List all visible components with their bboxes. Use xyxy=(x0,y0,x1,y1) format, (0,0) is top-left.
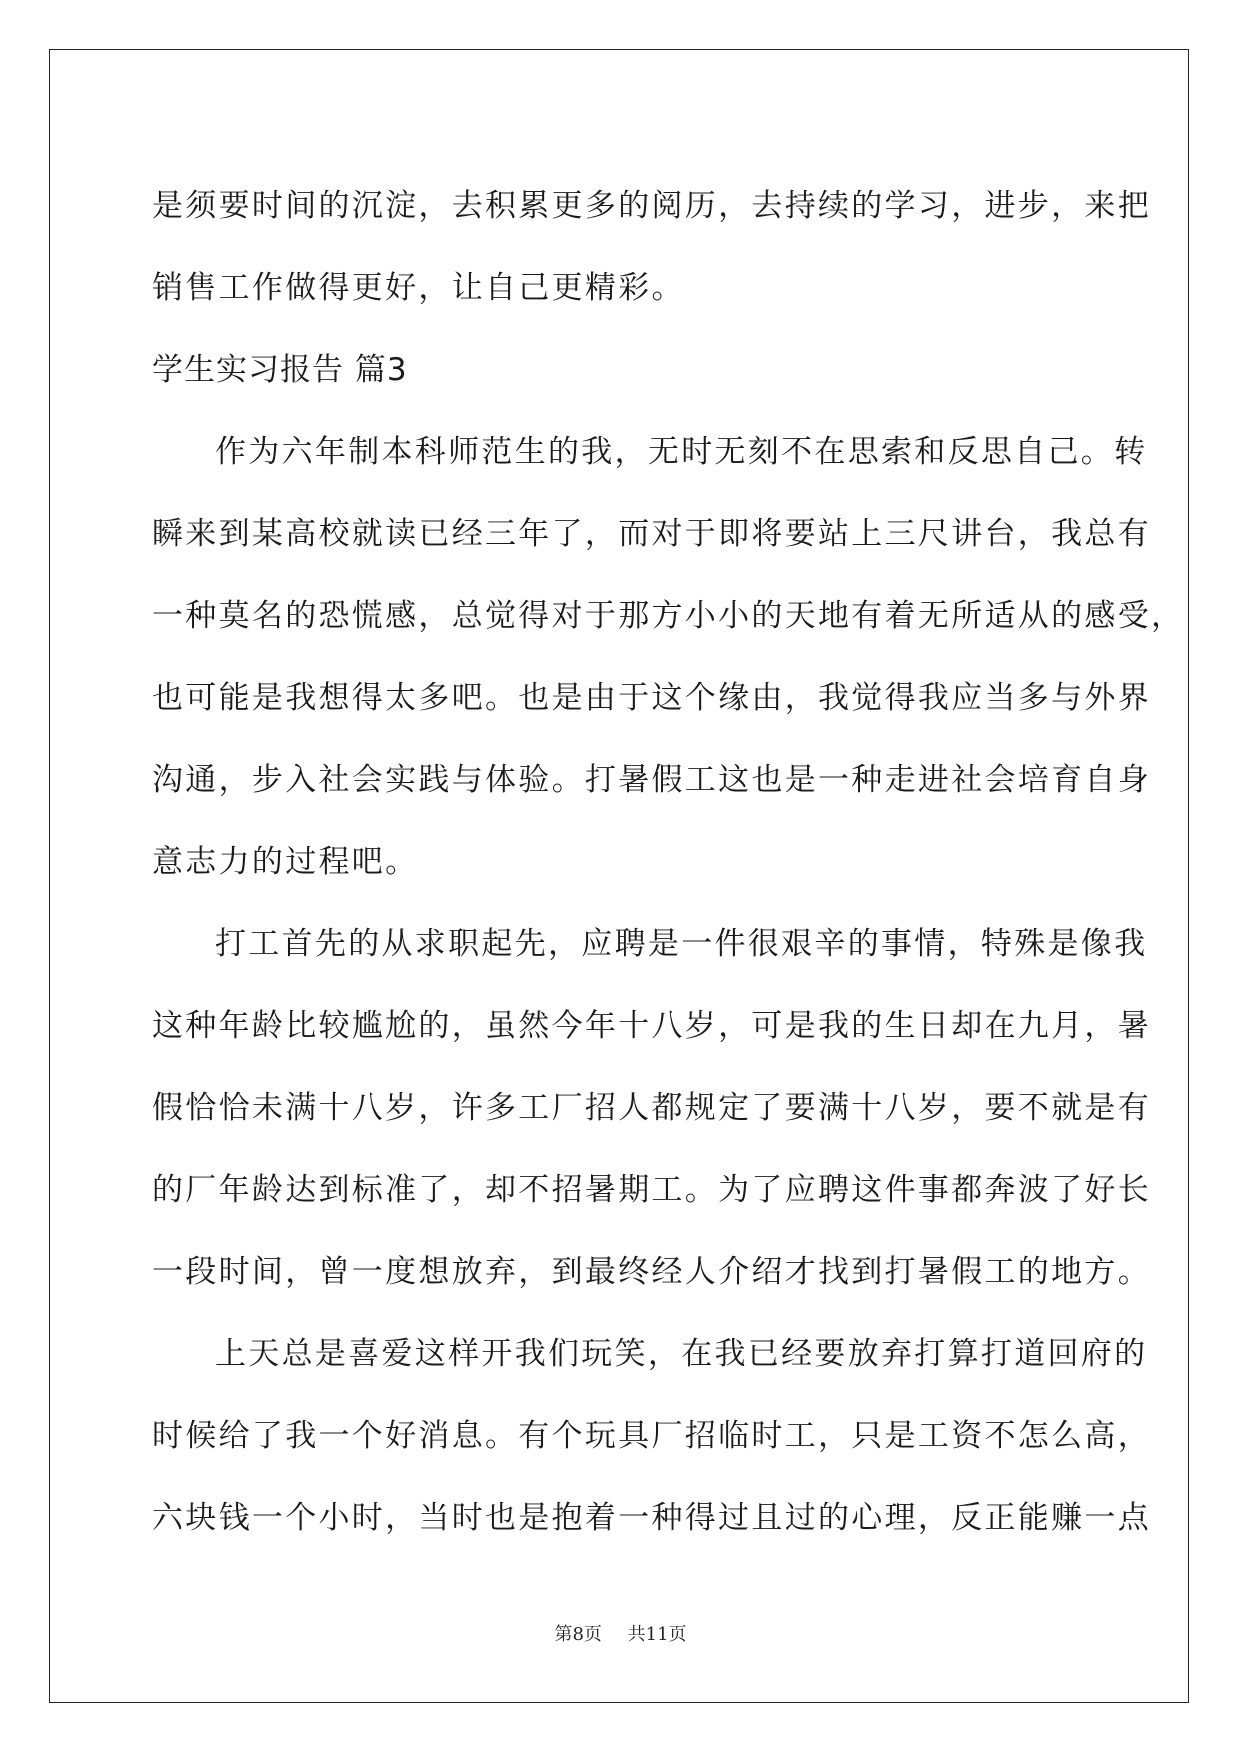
text-line: 时候给了我一个好消息。有个玩具厂招临时工，只是工资不怎么高， xyxy=(152,1418,1151,1454)
document-body xyxy=(152,165,1185,1559)
text-line: 沟通，步入社会实践与体验。打暑假工这也是一种走进社会培育自身 xyxy=(152,762,1151,798)
text-line: 这种年龄比较尴尬的，虽然今年十八岁，可是我的生日却在九月，暑 xyxy=(152,1008,1151,1044)
text-line: 是须要时间的沉淀，去积累更多的阅历，去持续的学习，进步，来把 xyxy=(152,188,1151,224)
text-line: 也可能是我想得太多吧。也是由于这个缘由，我觉得我应当多与外界 xyxy=(152,680,1151,716)
text-line: 假恰恰未满十八岁，许多工厂招人都规定了要满十八岁，要不就是有 xyxy=(152,1090,1151,1126)
section-heading: 学生实习报告 篇3 xyxy=(152,352,408,388)
paragraph-first-line: 作为六年制本科师范生的我，无时无刻不在思索和反思自己。转 xyxy=(215,434,1148,470)
text-line: 一段时间，曾一度想放弃，到最终经人介绍才找到打暑假工的地方。 xyxy=(152,1254,1151,1290)
page-total: 共11页 xyxy=(627,1624,687,1645)
text-line: 六块钱一个小时，当时也是抱着一种得过且过的心理，反正能赚一点 xyxy=(152,1500,1151,1536)
text-line: 的厂年龄达到标准了，却不招暑期工。为了应聘这件事都奔波了好长 xyxy=(152,1172,1151,1208)
text-line: 瞬来到某高校就读已经三年了，而对于即将要站上三尺讲台，我总有 xyxy=(152,516,1151,552)
text-line: 意志力的过程吧。 xyxy=(152,844,419,880)
paragraph-first-line: 上天总是喜爱这样开我们玩笑，在我已经要放弃打算打道回府的 xyxy=(215,1336,1148,1372)
page-number: 第8页 xyxy=(554,1624,602,1645)
page-footer xyxy=(0,1620,1241,1646)
text-line: 销售工作做得更好，让自己更精彩。 xyxy=(152,270,685,306)
paragraph-first-line: 打工首先的从求职起先，应聘是一件很艰辛的事情，特殊是像我 xyxy=(215,926,1148,962)
text-line: 一种莫名的恐慌感，总觉得对于那方小小的天地有着无所适从的感受， xyxy=(152,598,1185,634)
